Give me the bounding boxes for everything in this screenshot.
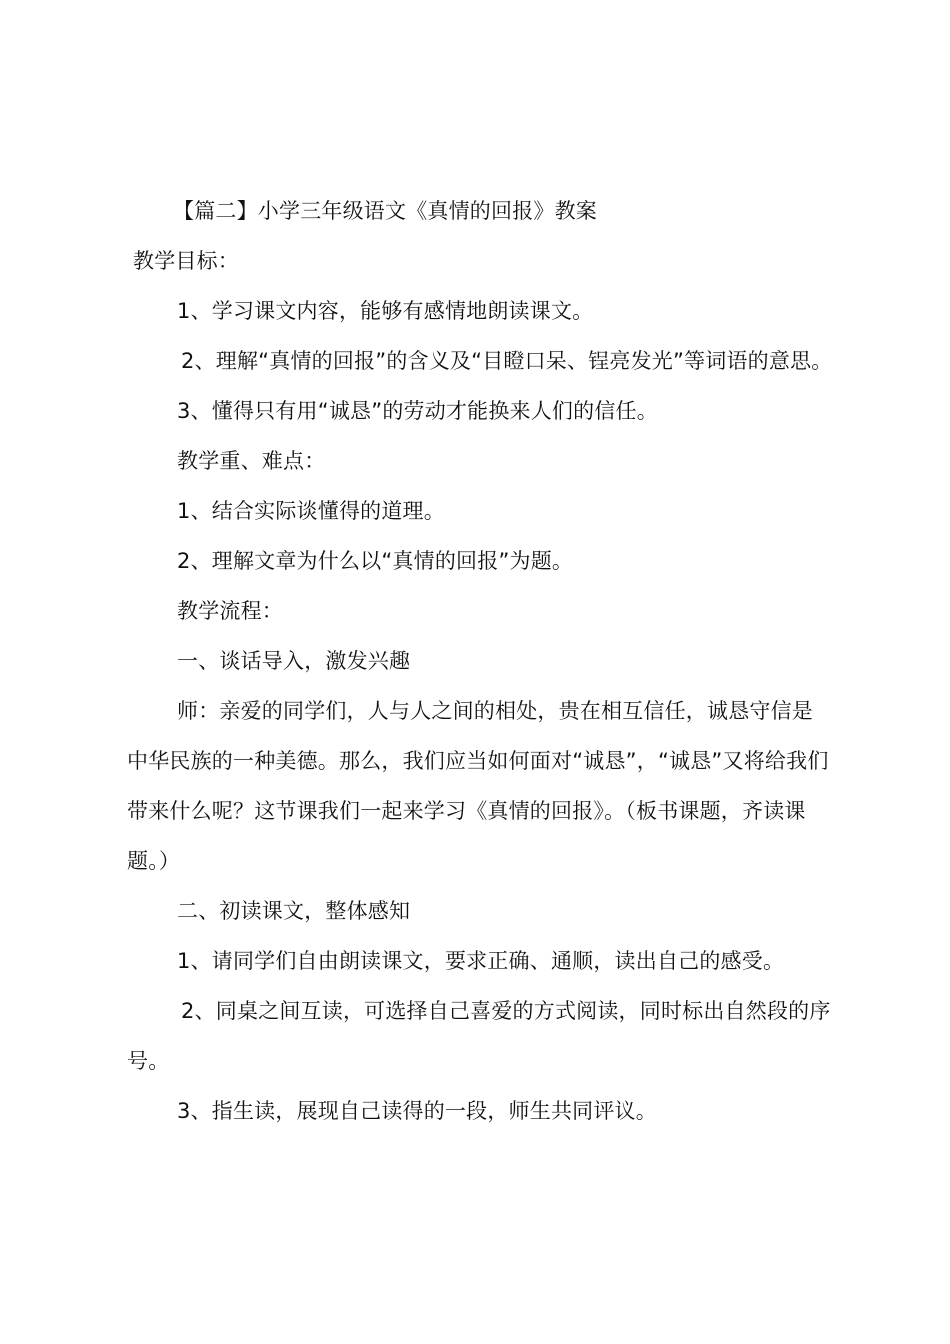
paragraph-objective-2: 2、理解“真情的回报”的含义及“目瞪口呆、锃亮发光”等词语的意思。 — [181, 349, 833, 373]
paragraph-objective-3: 3、懂得只有用“诚恳”的劳动才能换来人们的信任。 — [177, 399, 658, 423]
document-body — [127, 186, 833, 1136]
paragraph-reading-step-1: 1、请同学们自由朗读课文，要求正确、通顺，读出自己的感受。 — [177, 949, 785, 973]
section-heading-first-reading: 二、初读课文，整体感知 — [177, 899, 411, 923]
section-heading-key-points: 教学重、难点： — [177, 449, 326, 473]
paragraph-reading-step-3: 3、指生读，展现自己读得的一段，师生共同评议。 — [177, 1099, 657, 1123]
section-heading-objectives: 教学目标： — [133, 249, 239, 273]
paragraph-key-point-1: 1、结合实际谈懂得的道理。 — [177, 499, 445, 523]
paragraph-teacher-intro: 师：亲爱的同学们，人与人之间的相处，贵在相互信任，诚恳守信是中华民族的一种美德。那么，我们应当如何面对“诚恳”，“诚恳”又将给我们带来什么呢？这节课我们一起来学习《真情的回报》。（板书课题，齐读课题。） — [127, 699, 829, 873]
document-title: 【篇二】小学三年级语文《真情的回报》教案 — [173, 199, 597, 223]
paragraph-reading-step-2: 2、同桌之间互读，可选择自己喜爱的方式阅读，同时标出自然段的序号。 — [127, 999, 831, 1073]
section-heading-process: 教学流程： — [177, 599, 283, 623]
paragraph-objective-1: 1、学习课文内容，能够有感情地朗读课文。 — [177, 299, 594, 323]
section-heading-intro: 一、谈话导入，激发兴趣 — [177, 649, 411, 673]
paragraph-key-point-2: 2、理解文章为什么以“真情的回报”为题。 — [177, 549, 574, 573]
